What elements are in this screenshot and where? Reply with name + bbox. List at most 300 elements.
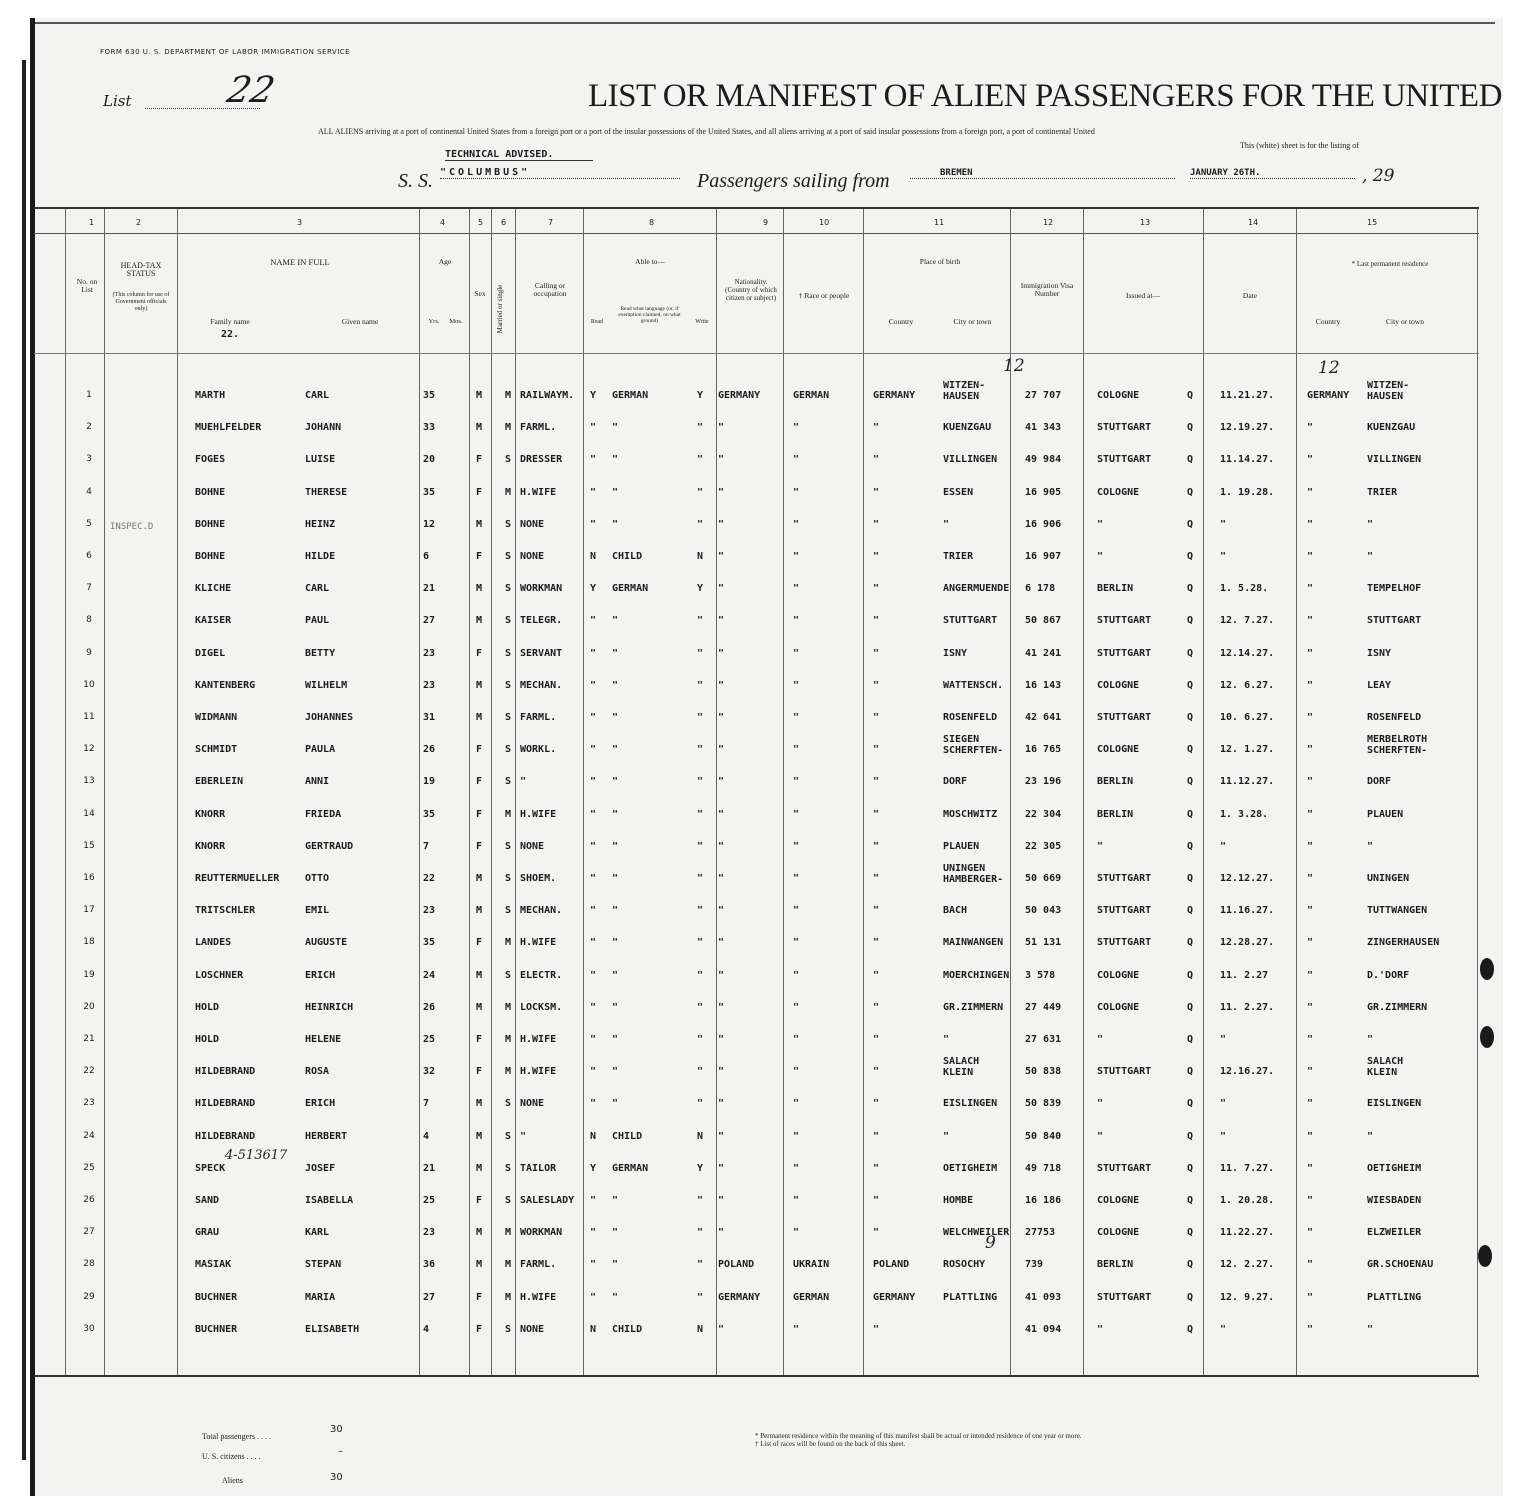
residence-city-line1: SALACH	[1367, 1056, 1404, 1068]
ship-name: "COLUMBUS"	[440, 167, 680, 179]
visa-number: 16 906	[1025, 518, 1062, 530]
read-language: "	[612, 744, 619, 756]
table-row	[0, 1159, 1529, 1191]
table-row	[0, 933, 1529, 965]
sex: M	[476, 583, 483, 595]
residence-city: "	[1367, 1034, 1374, 1045]
occupation: H.WIFE	[520, 808, 557, 820]
residence-country: "	[1307, 551, 1314, 562]
can-write: "	[697, 1195, 704, 1206]
race: "	[793, 422, 800, 434]
given-name: OTTO	[305, 873, 330, 884]
issued-at: STUTTGART	[1097, 873, 1152, 884]
header-headtax-note: (This column for use of Government officials only)	[112, 292, 170, 312]
family-name: KANTENBERG	[195, 679, 256, 691]
sex: M	[476, 1259, 483, 1271]
sex: F	[476, 776, 483, 788]
residence-country: "	[1307, 1034, 1314, 1045]
birth-city: GR.ZIMMERN	[943, 1001, 1004, 1013]
sex: F	[476, 744, 483, 756]
table-row	[0, 611, 1529, 643]
issued-at: "	[1097, 1323, 1104, 1335]
given-name: HERBERT	[305, 1130, 348, 1142]
birth-city	[943, 380, 985, 402]
list-label: List	[103, 92, 132, 110]
nationality: "	[718, 873, 725, 884]
issue-date: 11.22.27.	[1220, 1227, 1275, 1239]
marital-status: S	[505, 615, 512, 627]
quota-mark: Q	[1187, 937, 1194, 949]
can-write: "	[697, 744, 704, 756]
footer-note-residence: * Permanent residence within the meaning of this manifest shall be actual or intended residence of one year or more.	[755, 1432, 1082, 1440]
race: "	[793, 1323, 800, 1335]
row-number: 10	[83, 679, 95, 690]
birth-city: "	[943, 518, 950, 530]
marital-status: S	[505, 518, 512, 530]
race: UKRAIN	[793, 1259, 830, 1271]
issued-at: STUTTGART	[1097, 647, 1152, 659]
table-row	[0, 1030, 1529, 1062]
issued-at: BERLIN	[1097, 776, 1134, 788]
row-number: 11	[83, 712, 95, 722]
table-row	[0, 579, 1529, 611]
issued-at: COLOGNE	[1097, 1001, 1140, 1013]
occupation: RAILWAYM.	[520, 390, 575, 401]
sex: M	[476, 1001, 483, 1013]
family-name: MUEHLFELDER	[195, 422, 262, 434]
race: "	[793, 454, 800, 466]
occupation: H.WIFE	[520, 1034, 557, 1045]
marital-status: M	[505, 937, 512, 949]
birth-city: WELCHWEILER	[943, 1227, 1010, 1239]
issue-date: 1. 5.28.	[1220, 583, 1269, 595]
visa-number: 27 631	[1025, 1034, 1062, 1045]
family-name: KNORR	[195, 840, 226, 852]
header-name-in-full: NAME IN FULL	[270, 257, 330, 267]
quota-mark: Q	[1187, 518, 1194, 530]
punch-hole	[1480, 958, 1494, 980]
can-write: "	[697, 1034, 704, 1045]
race: "	[793, 776, 800, 788]
column-number-row	[34, 211, 1479, 234]
handwritten-mark-row1-right: 12	[1318, 358, 1340, 378]
header-family-name: Family name	[210, 317, 250, 326]
table-row	[0, 1288, 1529, 1320]
issue-date: 1. 20.28.	[1220, 1195, 1275, 1206]
race: "	[793, 969, 800, 981]
sex: M	[476, 969, 483, 981]
nationality: "	[718, 679, 725, 691]
age: 23	[423, 647, 436, 659]
issued-at: "	[1097, 551, 1104, 562]
occupation: WORKMAN	[520, 1227, 563, 1239]
marital-status: S	[505, 776, 512, 788]
residence-city: UNINGEN	[1367, 873, 1410, 884]
issue-date: 12.28.27.	[1220, 937, 1275, 949]
can-read: "	[590, 873, 597, 884]
residence-city: KUENZGAU	[1367, 422, 1416, 434]
family-name: BUCHNER	[195, 1291, 238, 1303]
can-write: Y	[697, 1162, 704, 1174]
issue-date: 12. 7.27.	[1220, 615, 1275, 627]
age: 26	[423, 1001, 436, 1013]
visa-number: 27 707	[1025, 390, 1062, 401]
family-name: REUTTERMUELLER	[195, 873, 280, 884]
nationality: "	[718, 583, 725, 595]
issue-date: 11. 2.27.	[1220, 1001, 1275, 1013]
read-language: CHILD	[612, 551, 643, 562]
birth-city: STUTTGART	[943, 615, 998, 627]
row-number: 8	[86, 615, 92, 626]
issued-at: STUTTGART	[1097, 1291, 1152, 1303]
given-name: HILDE	[305, 551, 336, 562]
us-citizens-value: –	[338, 1446, 343, 1457]
can-write: "	[697, 454, 704, 466]
read-language: "	[612, 1066, 619, 1078]
residence-city: "	[1367, 1323, 1374, 1335]
race: "	[793, 1001, 800, 1013]
visa-number: 739	[1025, 1259, 1044, 1271]
row-number: 3	[86, 454, 92, 465]
marital-status: M	[505, 1227, 512, 1239]
birth-city: ANGERMUENDE	[943, 583, 1010, 595]
given-name: GERTRAUD	[305, 840, 354, 852]
can-read: "	[590, 776, 597, 788]
family-name: GRAU	[195, 1227, 220, 1239]
ss-label: S. S.	[398, 170, 433, 192]
occupation: TAILOR	[520, 1162, 557, 1174]
age: 12	[423, 518, 436, 530]
sex: M	[476, 390, 483, 401]
residence-country: "	[1307, 840, 1314, 852]
residence-city: ZINGERHAUSEN	[1367, 937, 1440, 949]
age: 35	[423, 486, 436, 498]
family-name: KLICHE	[195, 583, 232, 595]
residence-country: "	[1307, 969, 1314, 981]
residence-country: "	[1307, 1195, 1314, 1206]
birth-city	[943, 734, 1003, 756]
visa-number: 6 178	[1025, 583, 1056, 595]
issued-at: STUTTGART	[1097, 905, 1152, 917]
issue-date: 12.14.27.	[1220, 647, 1275, 659]
birth-country: POLAND	[873, 1259, 910, 1271]
birth-city-line1: SIEGEN	[943, 734, 980, 746]
birth-country: "	[873, 454, 880, 466]
quota-mark: Q	[1187, 840, 1194, 852]
sex: F	[476, 486, 483, 498]
given-name: ANNI	[305, 776, 330, 788]
birth-city-line1: WITZEN-	[943, 380, 986, 391]
birth-city: TRIER	[943, 551, 974, 562]
given-name: AUGUSTE	[305, 937, 348, 949]
nationality: "	[718, 969, 725, 981]
family-name: WIDMANN	[195, 712, 238, 723]
family-name: LANDES	[195, 937, 232, 949]
visa-number: 16 905	[1025, 486, 1062, 498]
family-name: BOHNE	[195, 486, 226, 498]
birth-city-line1: SALACH	[943, 1056, 980, 1068]
header-no: No. on List	[76, 277, 98, 294]
table-row	[0, 1056, 1529, 1094]
column-number: 2	[136, 218, 142, 227]
race: "	[793, 840, 800, 852]
issue-date: "	[1220, 1323, 1227, 1335]
us-citizens-label: U. S. citizens . . . .	[202, 1452, 261, 1461]
race: "	[793, 937, 800, 949]
sex: F	[476, 1034, 483, 1045]
visa-number: 22 305	[1025, 840, 1062, 852]
subtitle-sheet-note: This (white) sheet is for the listing of	[1240, 141, 1359, 150]
can-write: "	[697, 937, 704, 949]
header-age-mos: Mos.	[449, 318, 463, 325]
age: 27	[423, 1291, 436, 1303]
birth-country: "	[873, 583, 880, 595]
departure-year: , 29	[1362, 166, 1395, 186]
nationality: "	[718, 840, 725, 852]
residence-city: TUTTWANGEN	[1367, 905, 1428, 917]
header-visa: Immigration Visa Number	[1020, 281, 1074, 298]
table-row	[0, 1320, 1529, 1352]
read-language: "	[612, 1034, 619, 1045]
residence-city: EISLINGEN	[1367, 1098, 1422, 1110]
age: 6	[423, 551, 430, 562]
birth-country: GERMANY	[873, 1291, 916, 1303]
row-number: 19	[83, 969, 95, 980]
sex: F	[476, 840, 483, 852]
column-number: 3	[297, 218, 303, 227]
read-language: "	[612, 486, 619, 498]
visa-number: 50 867	[1025, 615, 1062, 627]
issue-date: 11.14.27.	[1220, 454, 1275, 466]
marital-status: S	[505, 454, 512, 466]
table-bottom-border	[34, 1375, 1479, 1377]
read-language: "	[612, 615, 619, 627]
occupation: "	[520, 776, 527, 788]
given-name: CARL	[305, 390, 330, 401]
can-write: "	[697, 776, 704, 788]
can-read: "	[590, 1227, 597, 1239]
age: 31	[423, 712, 436, 723]
marital-status: S	[505, 1130, 512, 1142]
birth-country: "	[873, 776, 880, 788]
race: "	[793, 647, 800, 659]
marital-status: S	[505, 1162, 512, 1174]
read-language: "	[612, 969, 619, 981]
marital-status: M	[505, 486, 512, 498]
age: 21	[423, 583, 436, 595]
visa-number: 27 449	[1025, 1001, 1062, 1013]
nationality: "	[718, 1162, 725, 1174]
residence-country: "	[1307, 808, 1314, 820]
race: "	[793, 1227, 800, 1239]
column-number: 14	[1248, 218, 1259, 227]
table-row	[0, 966, 1529, 998]
issued-at: "	[1097, 1098, 1104, 1110]
can-read: "	[590, 840, 597, 852]
header-birth-city: City or town	[953, 317, 992, 326]
age: 4	[423, 1323, 430, 1335]
table-row	[0, 1255, 1529, 1287]
column-number: 11	[934, 218, 945, 227]
nationality: POLAND	[718, 1259, 755, 1271]
residence-country: "	[1307, 1259, 1314, 1271]
given-name: PAULA	[305, 744, 336, 756]
given-name: EMIL	[305, 905, 330, 917]
sex: M	[476, 615, 483, 627]
can-write: "	[697, 615, 704, 627]
residence-city: "	[1367, 840, 1374, 852]
issue-date: 12. 1.27.	[1220, 744, 1275, 756]
table-row	[0, 772, 1529, 804]
read-language: CHILD	[612, 1323, 643, 1335]
header-last-country: Country	[1315, 317, 1341, 326]
department-label: FORM 630 U. S. DEPARTMENT OF LABOR IMMIGRATION SERVICE	[100, 48, 351, 56]
header-last-residence: * Last permanent residence	[1351, 260, 1429, 268]
residence-city-line2: HAUSEN	[1367, 391, 1404, 402]
table-row	[0, 901, 1529, 933]
sex: M	[476, 873, 483, 884]
family-name: HOLD	[195, 1034, 220, 1045]
family-name: SCHMIDT	[195, 744, 238, 756]
visa-number: 41 093	[1025, 1291, 1062, 1303]
marital-status: S	[505, 969, 512, 981]
birth-country: "	[873, 1066, 880, 1078]
quota-mark: Q	[1187, 1066, 1194, 1078]
total-passengers-label: Total passengers . . . .	[202, 1432, 271, 1441]
nationality: "	[718, 1001, 725, 1013]
occupation: LOCKSM.	[520, 1001, 563, 1013]
given-name: KARL	[305, 1227, 330, 1239]
residence-country: "	[1307, 679, 1314, 691]
marital-status: M	[505, 1001, 512, 1013]
table-row	[0, 837, 1529, 869]
race: "	[793, 1034, 800, 1045]
table-row	[0, 483, 1529, 515]
can-read: N	[590, 1323, 597, 1335]
read-language: "	[612, 840, 619, 852]
quota-mark: Q	[1187, 551, 1194, 562]
issued-at: STUTTGART	[1097, 937, 1152, 949]
residence-country: "	[1307, 1323, 1314, 1335]
birth-country: "	[873, 422, 880, 434]
residence-city-line2: SCHERFTEN-	[1367, 745, 1428, 757]
sex: M	[476, 679, 483, 691]
nationality: "	[718, 712, 725, 723]
age: 20	[423, 454, 436, 466]
departure-port: BREMEN	[910, 168, 1175, 179]
can-read: "	[590, 615, 597, 627]
birth-country: "	[873, 808, 880, 820]
family-name: KAISER	[195, 615, 232, 627]
issued-at: BERLIN	[1097, 583, 1134, 595]
birth-country: "	[873, 647, 880, 659]
issued-at: COLOGNE	[1097, 969, 1140, 981]
row-number: 25	[83, 1162, 95, 1173]
family-name: DIGEL	[195, 647, 226, 659]
row-number: 28	[83, 1259, 95, 1270]
nationality: "	[718, 744, 725, 756]
column-number: 12	[1043, 218, 1054, 227]
marital-status: M	[505, 422, 512, 434]
residence-city: ELZWEILER	[1367, 1227, 1422, 1239]
nationality: "	[718, 615, 725, 627]
row-number: 7	[86, 583, 92, 594]
can-read: "	[590, 1291, 597, 1303]
visa-number: 50 669	[1025, 873, 1062, 884]
header-able-to: Able to—	[635, 257, 665, 266]
birth-city: "	[943, 1130, 950, 1142]
read-language: "	[612, 1098, 619, 1110]
top-border	[35, 22, 1495, 24]
birth-city: HOMBE	[943, 1195, 974, 1206]
quota-mark: Q	[1187, 969, 1194, 981]
race: "	[793, 518, 800, 530]
age: 7	[423, 840, 430, 852]
birth-country: "	[873, 1162, 880, 1174]
header-given-name: Given name	[341, 317, 379, 326]
footer-note-races: † List of races will be found on the back of this sheet.	[755, 1440, 906, 1448]
sex: F	[476, 1066, 483, 1078]
read-language: "	[612, 1195, 619, 1206]
birth-country: "	[873, 1130, 880, 1142]
can-write: "	[697, 1227, 704, 1239]
residence-country: "	[1307, 712, 1314, 723]
header-read: Read	[590, 319, 604, 325]
column-number: 4	[440, 218, 446, 227]
visa-number: 22 304	[1025, 808, 1062, 820]
row-number: 15	[83, 840, 95, 851]
read-language: GERMAN	[612, 583, 649, 595]
row-number: 26	[83, 1195, 95, 1205]
read-language: "	[612, 905, 619, 917]
family-name: BUCHNER	[195, 1323, 238, 1335]
can-read: Y	[590, 583, 597, 595]
residence-city: D.'DORF	[1367, 969, 1410, 981]
birth-city	[943, 1056, 979, 1078]
issued-at: COLOGNE	[1097, 1195, 1140, 1206]
issued-at: STUTTGART	[1097, 1162, 1152, 1174]
age: 35	[423, 390, 436, 401]
age: 19	[423, 776, 436, 788]
birth-country: "	[873, 969, 880, 981]
residence-country: GERMANY	[1307, 390, 1350, 401]
sex: M	[476, 422, 483, 434]
birth-country: "	[873, 1098, 880, 1110]
family-name: HILDEBRAND	[195, 1066, 256, 1078]
issued-at: COLOGNE	[1097, 744, 1140, 756]
read-language: GERMAN	[612, 390, 649, 401]
occupation: DRESSER	[520, 454, 563, 466]
departure-date: JANUARY 26TH.	[1190, 168, 1355, 179]
can-read: "	[590, 937, 597, 949]
marital-status: S	[505, 905, 512, 917]
issued-at: BERLIN	[1097, 808, 1134, 820]
header-headtax: HEAD-TAX STATUS	[120, 261, 162, 278]
given-name: JOSEF	[305, 1162, 336, 1174]
residence-city: DORF	[1367, 776, 1392, 788]
birth-city: ROSOCHY	[943, 1259, 986, 1271]
footer-notes	[755, 1432, 1082, 1448]
residence-city: "	[1367, 551, 1374, 562]
quota-mark: Q	[1187, 1034, 1194, 1045]
header-race: † Race or people	[798, 291, 850, 300]
issue-date: 11. 2.27	[1220, 969, 1269, 981]
table-row	[0, 644, 1529, 676]
residence-country: "	[1307, 905, 1314, 917]
can-read: N	[590, 551, 597, 562]
marital-status: M	[505, 808, 512, 820]
given-name: ROSA	[305, 1066, 330, 1078]
